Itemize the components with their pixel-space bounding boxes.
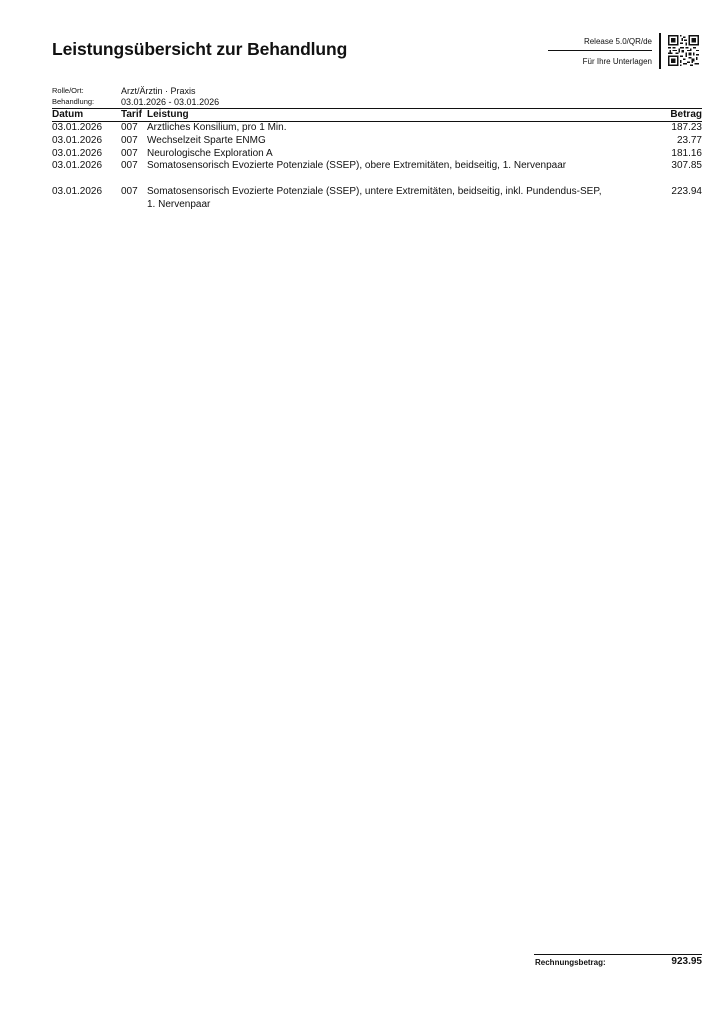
note-label: Für Ihre Unterlagen	[582, 57, 652, 66]
table-row	[52, 186, 702, 212]
row-datum: 03.01.2026	[52, 185, 103, 197]
row-datum: 03.01.2026	[52, 122, 103, 133]
release-box	[548, 33, 655, 69]
table-row	[52, 135, 702, 148]
row-betrag: 307.85	[671, 160, 702, 172]
row-tarif: 007	[121, 134, 138, 146]
release-label: Release 5.0/QR/de	[583, 37, 652, 46]
table-row	[52, 122, 702, 135]
row-betrag: 187.23	[671, 122, 702, 133]
row-tarif: 007	[121, 185, 138, 197]
table-row	[52, 160, 702, 186]
header-betrag: Betrag	[670, 109, 702, 120]
invoice-total	[534, 954, 702, 969]
row-leistung: Arztliches Konsilium, pro 1 Min.	[147, 122, 287, 133]
row-datum: 03.01.2026	[52, 147, 103, 159]
meta-row-rolle	[52, 86, 702, 97]
meta-block	[52, 86, 702, 107]
header-datum: Datum	[52, 109, 84, 120]
row-tarif: 007	[121, 122, 138, 133]
rolle-value: Arzt/Ärztin · Praxis	[121, 86, 196, 96]
rolle-label: Rolle/Ort:	[52, 86, 84, 95]
header-tarif: Tarif	[121, 109, 142, 120]
page-title: Leistungsübersicht zur Behandlung	[52, 39, 348, 59]
row-betrag: 181.16	[671, 147, 702, 159]
table-header	[52, 108, 702, 122]
meta-row-behandlung	[52, 97, 702, 108]
qr-code-icon	[668, 35, 699, 66]
row-datum: 03.01.2026	[52, 160, 103, 172]
services-table	[52, 108, 702, 212]
header-leistung: Leistung	[147, 109, 189, 120]
total-value: 923.95	[671, 956, 702, 967]
release-vertical-divider	[659, 33, 661, 69]
row-leistung: Somatosensorisch Evozierte Potenziale (SSEP), obere Extremitäten, beidseitig, 1. Nervenpaar	[147, 160, 567, 172]
row-tarif: 007	[121, 160, 138, 172]
row-leistung: Neurologische Exploration A	[147, 147, 273, 159]
row-datum: 03.01.2026	[52, 134, 103, 146]
row-betrag: 23.77	[676, 134, 702, 146]
behandlung-label: Behandlung:	[52, 96, 95, 106]
total-label: Rechnungsbetrag:	[535, 958, 606, 967]
row-leistung: Somatosensorisch Evozierte Potenziale (SSEP), untere Extremitäten, beidseitig, inkl. Pundendus-SEP, 1. Nervenpaar	[147, 185, 602, 210]
row-betrag: 223.94	[671, 185, 702, 197]
row-tarif: 007	[121, 147, 138, 159]
row-leistung: Wechselzeit Sparte ENMG	[147, 134, 266, 146]
table-row	[52, 148, 702, 161]
behandlung-value: 03.01.2026 - 03.01.2026	[121, 96, 220, 107]
release-divider	[548, 50, 652, 51]
